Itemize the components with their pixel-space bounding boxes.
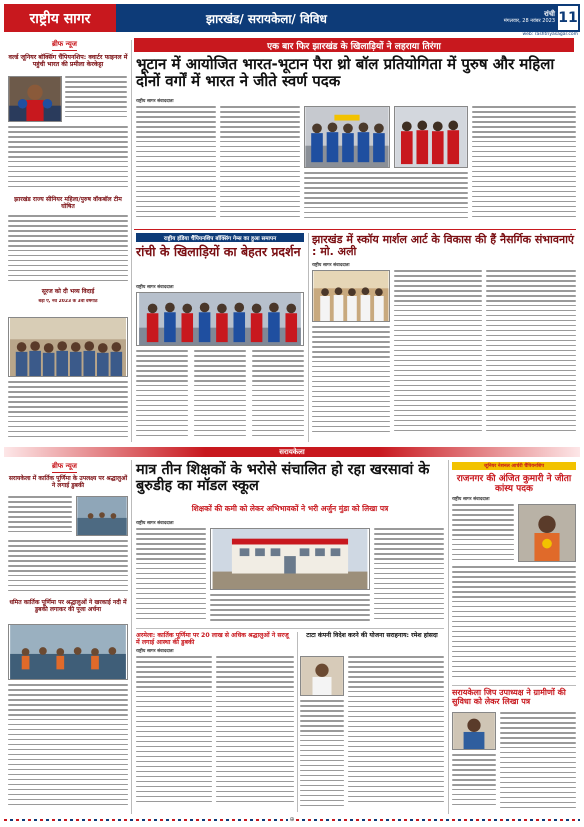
top-story-body-col1	[136, 106, 216, 226]
edition-city: रांची	[544, 10, 555, 18]
main-lower-story2-byline: राष्ट्रीय सागर संवाददाता	[136, 649, 174, 654]
footer-decoration-left	[4, 819, 288, 821]
third-story-byline: राष्ट्रीय सागर संवाददाता	[312, 263, 350, 268]
left-story1-body	[65, 76, 127, 122]
boxing-winners-photo	[136, 292, 304, 346]
right-lower-headline: राजनगर की अंजित कुमारी ने जीता कांस्य पदक	[456, 474, 572, 495]
left-story3-body	[8, 381, 128, 443]
main-lower-byline: राष्ट्रीय सागर संवाददाता	[136, 521, 174, 526]
main-lower-story2-body-col1	[136, 656, 212, 812]
second-story-body-col2	[194, 350, 246, 442]
right-lower-story2-headline: सरायकेला जिप उपाध्यक्ष ने ग्रामीणों की सुविधा को लेकर लिखा पत्र	[452, 688, 566, 706]
boxer-photo	[8, 76, 62, 122]
left-story1-body-cont	[8, 126, 128, 194]
registration-mark-icon: ⊕	[289, 816, 295, 823]
main-lower-story2-body-col2	[216, 656, 294, 812]
column-divider	[131, 40, 132, 442]
main-lower-divider	[136, 628, 444, 629]
second-story-body-col1	[136, 350, 188, 442]
river-bathing-photo-1	[76, 496, 128, 536]
throwball-team-photo-2	[394, 106, 468, 168]
column-divider-5	[448, 460, 449, 814]
section-title: झारखंड/ सरायकेला/ विविध	[116, 4, 462, 32]
second-story-kicker: राष्ट्रीय इंडिया चैंपियनशिप बॉक्सिंग गेम्स का हुआ समापन	[136, 233, 304, 242]
lower-left-story1-headline: सरायकेला में कार्तिक पूर्णिमा के उपलक्ष्य पर श्रद्धालुओं ने लगाई डुबकी	[8, 475, 128, 489]
right-lower-byline: राष्ट्रीय सागर संवाददाता	[452, 497, 490, 502]
main-lower-story3-headline: टाटा कंपनी विदेश करने की योजना सराहनाय: रमेश हांसदा	[306, 632, 438, 639]
lower-left-story1-body-cont	[8, 540, 128, 596]
website-line: web: rashtriyasagar.com	[522, 32, 578, 37]
top-story-body-col3	[472, 106, 576, 226]
river-bathing-photo-2	[8, 624, 128, 680]
brief-news-label-2: ब्रीफ न्यूज	[52, 462, 77, 473]
masthead-meta	[462, 4, 580, 32]
masthead	[4, 4, 580, 32]
column-divider-2	[308, 233, 309, 442]
right-lower-divider	[452, 685, 576, 686]
second-story-byline: राष्ट्रीय सागर संवाददाता	[136, 285, 174, 290]
third-story-body-col1	[312, 326, 390, 442]
third-story-headline: झारखंड में स्कॉय मार्शल आर्ट के विकास की हैं नैसर्गिक संभावनाएं : मो. अली	[312, 233, 575, 259]
right-lower-kicker: जूनियर नेशनल आर्चरी चैंपियनशिप	[452, 462, 576, 470]
issue-date: मंगलवार, 28 नवंबर 2023	[503, 18, 555, 24]
archer-portrait-photo	[518, 504, 576, 562]
third-story-body-col2	[394, 270, 482, 442]
main-lower-story3-body-col1	[300, 700, 344, 812]
farewell-group-photo	[8, 317, 128, 377]
speaker-portrait-photo	[300, 656, 344, 696]
section-band-label: सरायकेला	[279, 447, 305, 456]
main-lower-body-col1	[136, 528, 206, 624]
left-story3-headline: सूरज को दी भव्य विदाई	[41, 288, 95, 295]
top-story-byline: राष्ट्रीय सागर संवाददाता	[136, 99, 174, 104]
lower-left-story1-body	[8, 496, 72, 536]
second-story-headline: रांची के खिलाड़ियों का बेहतर प्रदर्शन	[136, 244, 301, 259]
lower-left-story2-headline: धमित कार्तिक पूर्णिमा पर श्रद्धालुओं ने खरकाई नदी में डुबकी लगाकर की पूजा अर्चना	[9, 599, 127, 613]
martial-art-photo	[312, 270, 390, 322]
page-number: 11	[558, 6, 578, 30]
column-divider-3	[131, 460, 132, 814]
left-story3-subhead: बड़ा ऐ, नव 2023 के 3वीं वर्षगांठ	[38, 299, 98, 304]
main-lower-body-col2	[210, 594, 370, 624]
left-story1-headline: वर्ल्ड जूनियर बॉक्सिंग चैंपियनशिप: क्वार्टर फाइनल में पहुंची भारत की प्रमीला केरकेट्टा	[8, 54, 128, 69]
main-lower-body-col3	[374, 528, 444, 624]
newspaper-logo: राष्ट्रीय सागर	[4, 4, 116, 32]
top-story-body-col2	[220, 106, 300, 226]
main-lower-headline: मात्र तीन शिक्षकों के भरोसे संचालित हो रहा खरसावां के बुरुडीह का मॉडल स्कूल	[136, 462, 430, 495]
model-school-photo	[210, 528, 370, 590]
top-story-kicker: एक बार फिर झारखंड के खिलाड़ियों ने लहराया तिरंगा	[134, 38, 574, 52]
main-lower-subhead: शिक्षकों की कमी को लेकर अभिभावकों ने भरी अर्जुन मुंडा को लिखा पत्र	[191, 504, 389, 513]
top-story-headline: भूटान में आयोजित भारत-भूटान पैरा थ्रो बॉल प्रतियोगिता में पुरुष और महिला दोनों वर्गों में भारत ने जीते स्वर्ण पदक	[136, 55, 555, 90]
brief-news-label: ब्रीफ न्यूज	[52, 40, 77, 51]
section-band	[4, 447, 580, 457]
main-lower-story2-headline: अरमेला: कार्तिक पूर्णिमा पर 20 लाख से अधिक श्रद्धालुओं ने सरजू में लगाई आस्था की डुबकी	[136, 632, 289, 647]
throwball-team-photo-1	[304, 106, 390, 168]
right-lower-story2-body-col1	[452, 754, 496, 812]
right-lower-body-col1	[452, 504, 514, 564]
footer-decoration-right	[296, 819, 580, 821]
footer-bar	[4, 817, 580, 823]
third-story-body-col3	[486, 270, 576, 442]
left-story2-body	[8, 215, 128, 285]
lower-left-story2-body	[8, 684, 128, 812]
right-lower-story2-body-col2	[500, 712, 576, 812]
second-story-body-col3	[252, 350, 304, 442]
column-divider-4	[297, 632, 298, 812]
main-lower-story3-body-col2	[348, 656, 444, 812]
right-lower-body-col2	[452, 566, 576, 682]
left-story2-headline: झारखंड राज्य सीनियर महिला/पुरुष वॉकबॉल टीम घोषित	[14, 196, 122, 210]
top-story-divider	[134, 229, 576, 230]
official-portrait-photo	[452, 712, 496, 750]
top-story-body-col4	[304, 172, 468, 226]
